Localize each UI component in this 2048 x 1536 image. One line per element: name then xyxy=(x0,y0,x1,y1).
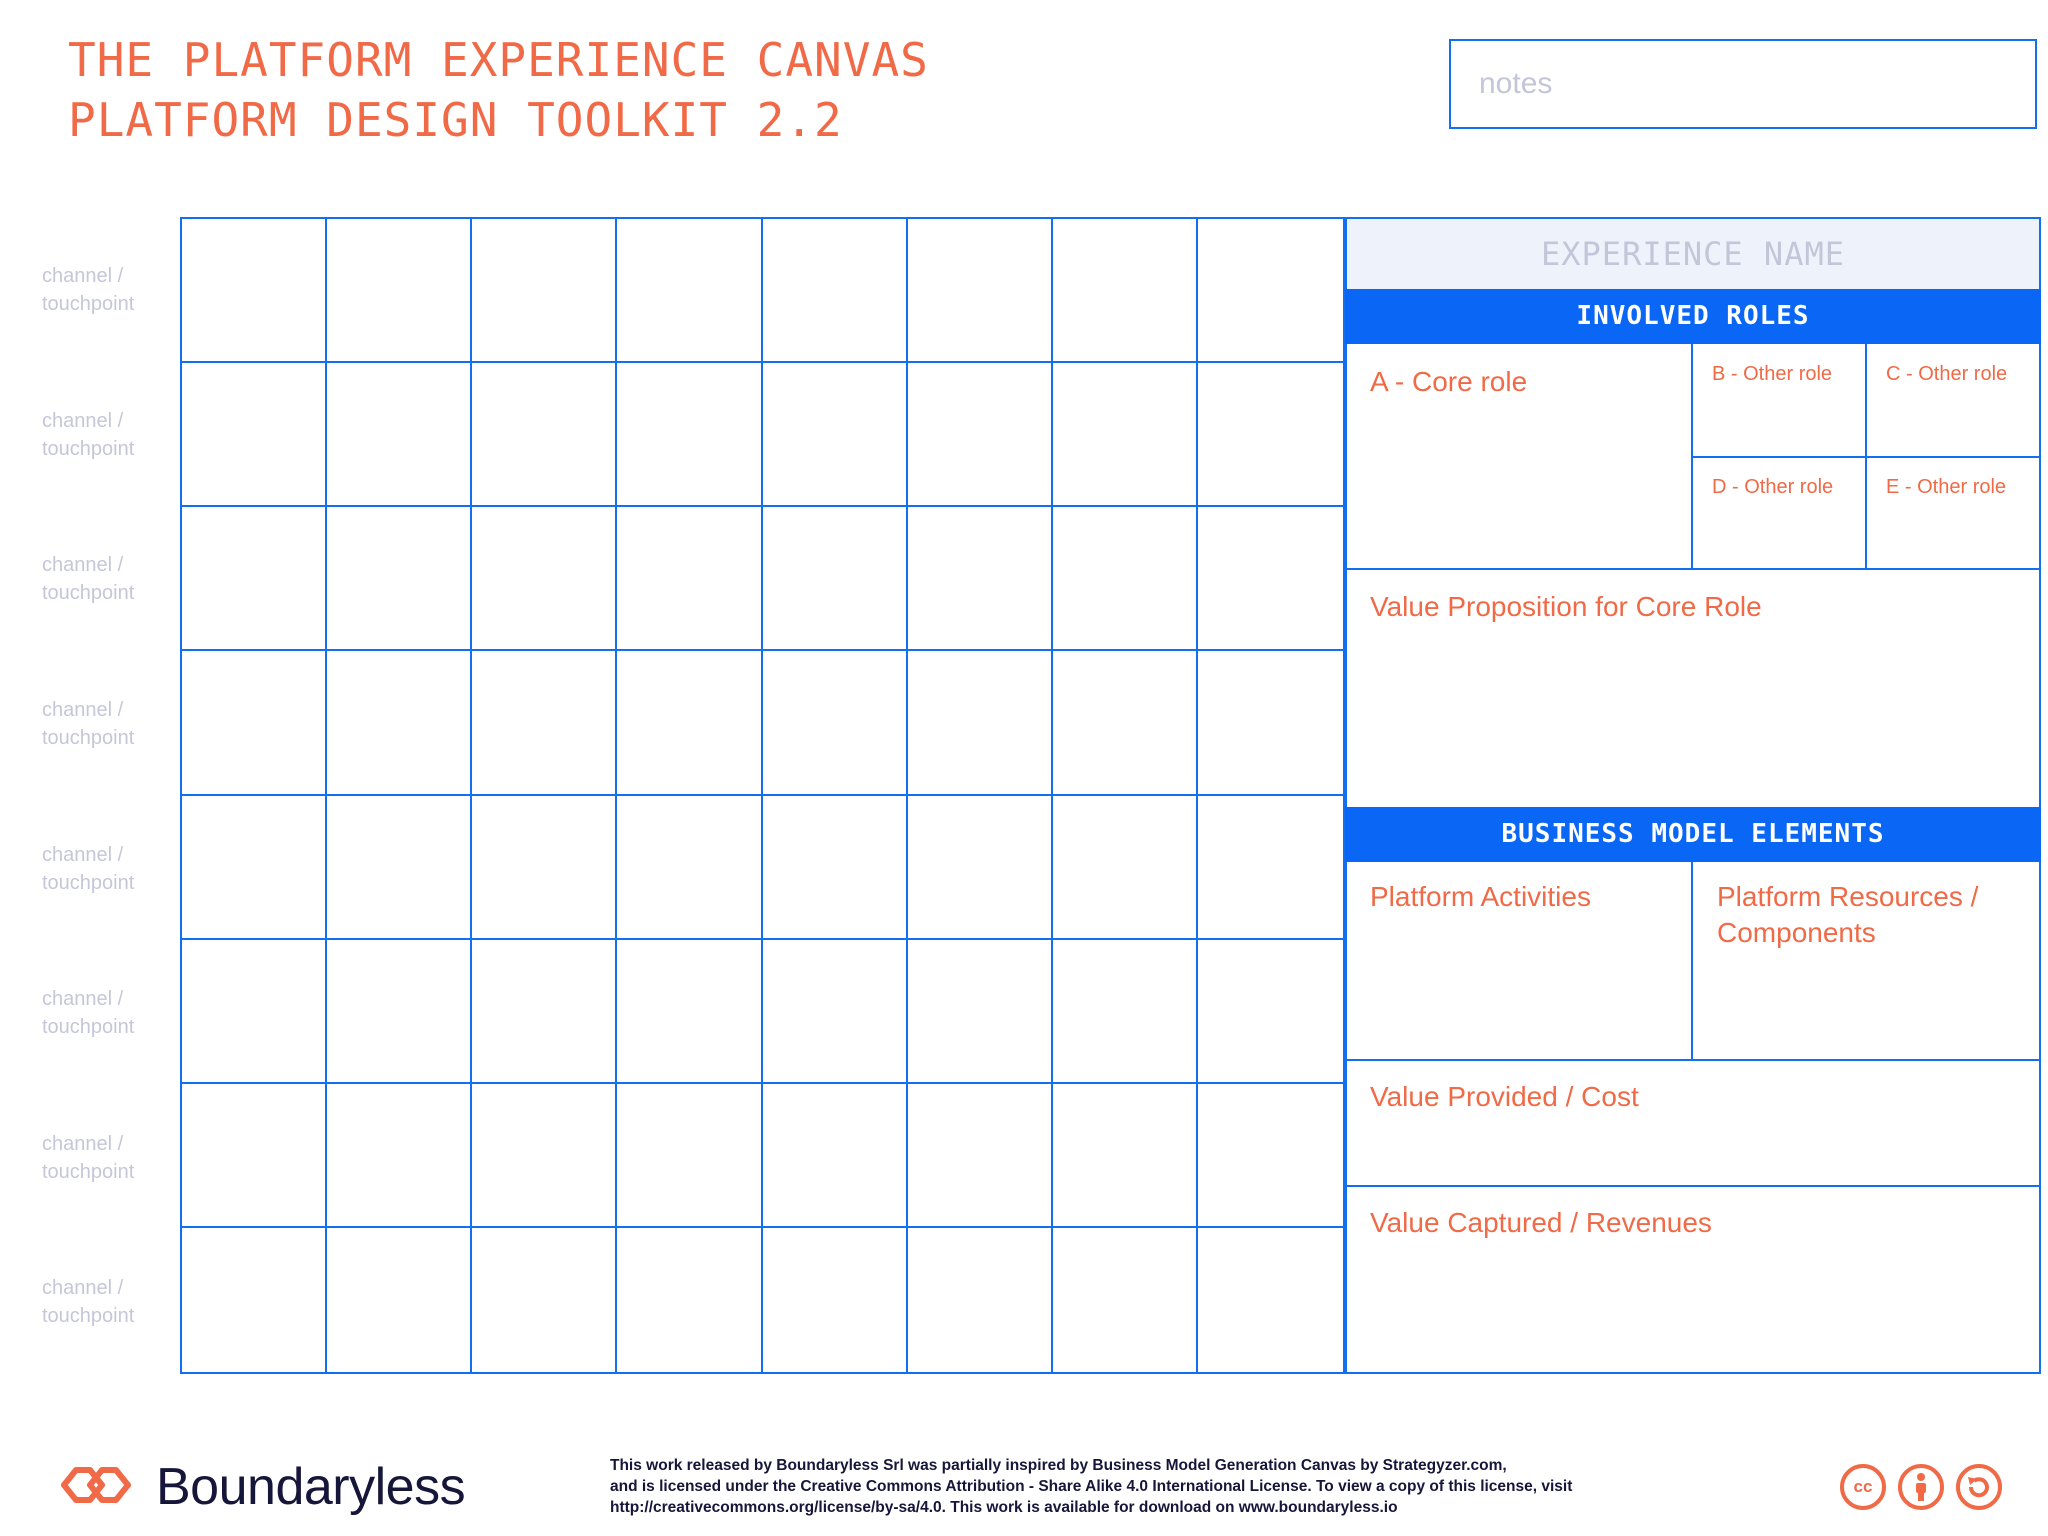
channel-touchpoint-label xyxy=(42,841,172,897)
grid-cell[interactable] xyxy=(327,1084,472,1228)
grid-cell[interactable] xyxy=(182,651,327,795)
grid-cell[interactable] xyxy=(763,507,908,651)
grid-cell[interactable] xyxy=(182,1228,327,1372)
touchpoint-grid xyxy=(180,217,1345,1374)
role-d-other[interactable]: D - Other role xyxy=(1712,476,1834,498)
grid-cell[interactable] xyxy=(182,507,327,651)
grid-cell[interactable] xyxy=(908,1084,1053,1228)
business-model-header xyxy=(1345,807,2041,862)
title-line-1: THE PLATFORM EXPERIENCE CANVAS xyxy=(68,33,929,87)
creative-commons-icons xyxy=(1840,1464,2002,1510)
title-line-2: PLATFORM DESIGN TOOLKIT 2.2 xyxy=(68,93,843,147)
grid-cell[interactable] xyxy=(908,507,1053,651)
bm-divider-vertical xyxy=(1691,862,1693,1060)
boundaryless-logo-icon xyxy=(56,1460,136,1510)
grid-cell[interactable] xyxy=(1198,219,1343,363)
notes-placeholder: notes xyxy=(1479,67,1553,100)
grid-cell[interactable] xyxy=(763,651,908,795)
grid-cell[interactable] xyxy=(617,1084,762,1228)
grid-cell[interactable] xyxy=(763,1084,908,1228)
grid-cell[interactable] xyxy=(1053,363,1198,507)
involved-roles-header xyxy=(1345,289,2041,344)
canvas-title xyxy=(68,30,929,150)
channel-label-line-1: channel / xyxy=(42,698,124,721)
channel-label-line-2: touchpoint xyxy=(42,1016,135,1039)
channel-label-line-2: touchpoint xyxy=(42,871,135,894)
grid-cell[interactable] xyxy=(617,940,762,1084)
grid-cell[interactable] xyxy=(1053,940,1198,1084)
grid-cell[interactable] xyxy=(763,940,908,1084)
channel-label-line-1: channel / xyxy=(42,554,124,577)
grid-cell[interactable] xyxy=(763,796,908,940)
grid-cell[interactable] xyxy=(327,219,472,363)
grid-cell[interactable] xyxy=(327,796,472,940)
license-text xyxy=(610,1455,1690,1518)
grid-cell[interactable] xyxy=(182,1084,327,1228)
license-line-1: This work released by Boundaryless Srl was partially inspired by Business Model Generation Canvas by Strategyzer.com, xyxy=(610,1457,1507,1474)
channel-label-line-2: touchpoint xyxy=(42,726,135,749)
grid-cell[interactable] xyxy=(1053,507,1198,651)
grid-cell[interactable] xyxy=(763,363,908,507)
grid-cell[interactable] xyxy=(327,1228,472,1372)
notes-field[interactable] xyxy=(1449,39,2037,129)
grid-cell[interactable] xyxy=(908,363,1053,507)
by-icon xyxy=(1898,1464,1944,1510)
grid-cell[interactable] xyxy=(1198,1228,1343,1372)
channel-touchpoint-label xyxy=(42,1130,172,1186)
grid-cell[interactable] xyxy=(908,1228,1053,1372)
channel-label-line-2: touchpoint xyxy=(42,1305,135,1328)
value-captured-label[interactable]: Value Captured / Revenues xyxy=(1370,1207,1712,1238)
grid-cell[interactable] xyxy=(472,1084,617,1228)
grid-cell[interactable] xyxy=(472,651,617,795)
grid-cell[interactable] xyxy=(908,940,1053,1084)
grid-cell[interactable] xyxy=(763,219,908,363)
grid-cell[interactable] xyxy=(763,1228,908,1372)
grid-cell[interactable] xyxy=(617,1228,762,1372)
grid-cell[interactable] xyxy=(472,940,617,1084)
role-b-other[interactable]: B - Other role xyxy=(1712,363,1833,385)
experience-name-label: EXPERIENCE NAME xyxy=(1541,235,1845,273)
grid-cell[interactable] xyxy=(1198,507,1343,651)
channel-label-line-2: touchpoint xyxy=(42,1160,135,1183)
grid-cell[interactable] xyxy=(182,940,327,1084)
role-c-other[interactable]: C - Other role xyxy=(1886,363,2008,385)
channel-touchpoint-label xyxy=(42,407,172,463)
grid-cell[interactable] xyxy=(1053,1084,1198,1228)
sa-icon xyxy=(1956,1464,2002,1510)
grid-cell[interactable] xyxy=(182,219,327,363)
grid-cell[interactable] xyxy=(908,796,1053,940)
grid-cell[interactable] xyxy=(472,1228,617,1372)
grid-cell[interactable] xyxy=(182,363,327,507)
channel-label-line-1: channel / xyxy=(42,1277,124,1300)
grid-cell[interactable] xyxy=(908,219,1053,363)
channel-label-line-2: touchpoint xyxy=(42,437,135,460)
grid-cell[interactable] xyxy=(327,940,472,1084)
value-provided-label[interactable]: Value Provided / Cost xyxy=(1370,1081,1639,1112)
grid-cell[interactable] xyxy=(327,507,472,651)
channel-touchpoint-label xyxy=(42,262,172,318)
grid-cell[interactable] xyxy=(472,507,617,651)
grid-cell[interactable] xyxy=(1053,1228,1198,1372)
business-model-title: BUSINESS MODEL ELEMENTS xyxy=(1501,819,1885,849)
grid-cell[interactable] xyxy=(1198,363,1343,507)
platform-resources-line-1: Platform Resources / xyxy=(1717,881,1979,912)
role-a-core[interactable]: A - Core role xyxy=(1370,366,1528,397)
grid-cell[interactable] xyxy=(1198,651,1343,795)
platform-resources-line-2: Components xyxy=(1717,917,1876,948)
license-line-3: http://creativecommons.org/license/by-sa/4.0. This work is available for download on www.boundaryless.io xyxy=(610,1499,1398,1516)
cc-icon: cc xyxy=(1840,1464,1886,1510)
license-line-2: and is licensed under the Creative Commons Attribution - Share Alike 4.0 International License. To view a copy of this license, visit xyxy=(610,1478,1573,1495)
channel-label-line-1: channel / xyxy=(42,409,124,432)
grid-cell[interactable] xyxy=(908,651,1053,795)
channel-touchpoint-label xyxy=(42,1274,172,1330)
grid-cell[interactable] xyxy=(1053,219,1198,363)
platform-resources-label[interactable] xyxy=(1717,879,1978,951)
channel-label-line-1: channel / xyxy=(42,265,124,287)
channel-label-line-1: channel / xyxy=(42,988,124,1011)
grid-cell[interactable] xyxy=(617,651,762,795)
grid-cell[interactable] xyxy=(617,363,762,507)
grid-cell[interactable] xyxy=(472,796,617,940)
channel-label-line-1: channel / xyxy=(42,843,124,866)
grid-cell[interactable] xyxy=(327,651,472,795)
grid-cell[interactable] xyxy=(472,363,617,507)
value-proposition-label[interactable]: Value Proposition for Core Role xyxy=(1370,591,1762,622)
grid-cell[interactable] xyxy=(1198,1084,1343,1228)
experience-name-field[interactable] xyxy=(1347,219,2039,289)
grid-cell[interactable] xyxy=(327,363,472,507)
grid-cell[interactable] xyxy=(472,219,617,363)
channel-label-line-2: touchpoint xyxy=(42,582,135,605)
channel-label-line-1: channel / xyxy=(42,1132,124,1155)
channel-touchpoint-label xyxy=(42,985,172,1041)
channel-touchpoint-label xyxy=(42,696,172,752)
grid-cell[interactable] xyxy=(1198,940,1343,1084)
grid-cell[interactable] xyxy=(617,219,762,363)
brand-name: Boundaryless xyxy=(156,1458,466,1516)
grid-cell[interactable] xyxy=(1053,796,1198,940)
grid-cell[interactable] xyxy=(617,796,762,940)
involved-roles-title: INVOLVED ROLES xyxy=(1576,301,1810,331)
channel-touchpoint-label xyxy=(42,551,172,607)
grid-cell[interactable] xyxy=(1198,796,1343,940)
roles-divider-middle xyxy=(1691,456,2041,458)
bm-divider-2 xyxy=(1345,1185,2041,1187)
grid-cell[interactable] xyxy=(182,796,327,940)
channel-label-line-2: touchpoint xyxy=(42,293,135,315)
bm-divider-1 xyxy=(1345,1059,2041,1061)
role-e-other[interactable]: E - Other role xyxy=(1886,476,2007,498)
roles-divider-bottom xyxy=(1345,568,2041,570)
grid-cell[interactable] xyxy=(1053,651,1198,795)
grid-cell[interactable] xyxy=(617,507,762,651)
platform-activities-label[interactable]: Platform Activities xyxy=(1370,881,1591,912)
